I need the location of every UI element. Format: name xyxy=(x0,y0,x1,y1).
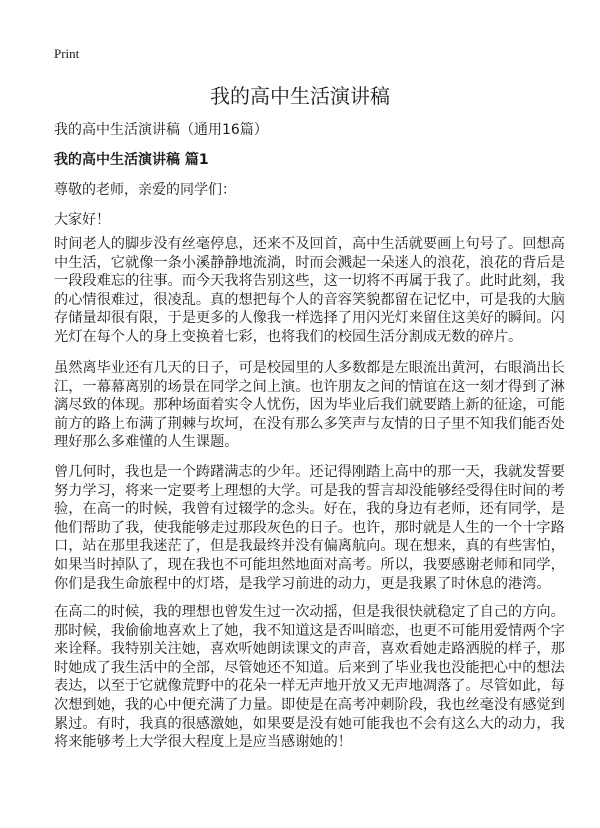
paragraph xyxy=(54,235,574,347)
paragraph-line: 的心情很难过，很凌乱。真的想把每个人的音容笑貌都留在记忆中，可是我的大脑 xyxy=(54,291,565,308)
paragraph-line: 努力学习，将来一定要考上理想的大学。可是我的誓言却没能够经受得住时间的考 xyxy=(54,482,565,499)
paragraph-line: 口，站在那里我迷茫了，但是我最终并没有偏离航向。现在想来，真的有些害怕， xyxy=(54,538,565,555)
paragraph-line: 存储量却很有限，于是更多的人像我一样选择了用闪光灯来留住这美好的瞬间。闪 xyxy=(54,310,565,327)
greeting: 尊敬的老师，亲爱的同学们： xyxy=(54,182,236,198)
paragraph xyxy=(54,603,574,752)
paragraph-line: 一段段难忘的往事。而今天我将告别这些，这一切将不再属于我了。此时此刻，我 xyxy=(54,273,565,290)
paragraph-line: 累过。有时，我真的很感激她，如果要是没有她可能我也不会有这么大的动力，我 xyxy=(54,715,565,732)
salutation: 大家好！ xyxy=(54,212,110,228)
paragraph-line: 时间老人的脚步没有丝毫停息，还来不及回首，高中生活就要画上句号了。回想高 xyxy=(54,236,565,252)
paragraph-line: 光灯在每个人的身上变换着七彩，也将我们的校园生活分割成无数的碎片。 xyxy=(54,328,523,345)
print-link[interactable]: Print xyxy=(54,46,80,61)
paragraph-line: 虽然离毕业还有几天的日子，可是校园里的人多数都是左眼流出黄河，右眼淌出长 xyxy=(54,360,565,376)
paragraph-line: 如果当时掉队了，现在我也不可能坦然地面对高考。所以，我要感谢老师和同学， xyxy=(54,556,565,573)
paragraph-line: 曾几何时，我也是一个踌躇满志的少年。还记得刚踏上高中的那一天，我就发誓要 xyxy=(54,464,565,480)
paragraph-line: 理好那么多难懂的人生课题。 xyxy=(54,434,239,451)
paragraph-line: 在高二的时候，我的理想也曾发生过一次动摇，但是我很快就稳定了自己的方向。 xyxy=(54,604,565,620)
paragraph-line: 将来能够考上大学很大程度上是应当感谢她的！ xyxy=(54,734,352,751)
paragraph-line: 他们帮助了我，使我能够走过那段灰色的日子。也许，那时就是人生的一个十字路 xyxy=(54,519,565,536)
paragraph-line: 次想到她，我的心中便充满了力量。即使是在高考冲刺阶段，我也丝毫没有感觉到 xyxy=(54,696,565,713)
section-heading: 我的高中生活演讲稿 篇1 xyxy=(54,152,209,168)
paragraph-line: 那时候，我偷偷地喜欢上了她，我不知道这是否叫暗恋，也更不可能用爱情两个字 xyxy=(54,622,565,639)
paragraph-line: 江，一幕幕离别的场景在同学之间上演。也许朋友之间的情谊在这一刻才得到了淋 xyxy=(54,378,565,395)
paragraph-line: 来诠释。我特别关注她，喜欢听她朗读课文的声音，喜欢看她走路洒脱的样子，那 xyxy=(54,641,565,658)
paragraph xyxy=(54,463,574,593)
paragraph-line: 时她成了我生活中的全部，尽管她还不知道。后来到了毕业我也没能把心中的想法 xyxy=(54,659,565,676)
paragraph-line: 你们是我生命旅程中的灯塔，是我学习前进的动力，更是我累了时休息的港湾。 xyxy=(54,575,551,592)
paragraph xyxy=(54,359,574,452)
document-subtitle: 我的高中生活演讲稿（通用16篇） xyxy=(54,122,268,138)
paragraph-line: 表达，以至于它就像荒野中的花朵一样无声地开放又无声地凋落了。尽管如此，每 xyxy=(54,678,565,695)
paragraph-line: 漓尽致的体现。那种场面着实令人忧伤，因为毕业后我们就要踏上新的征途，可能 xyxy=(54,397,565,414)
paragraph-line: 中生活，它就像一条小溪静静地流淌，时而会溅起一朵迷人的浪花，浪花的背后是 xyxy=(54,254,565,271)
paragraph-line: 前方的路上布满了荆棘与坎坷，在没有那么多笑声与友情的日子里不知我们能否处 xyxy=(54,415,565,432)
page-title: 我的高中生活演讲稿 xyxy=(210,84,390,108)
paragraph-line: 验，在高一的时候，我曾有过辍学的念头。好在，我的身边有老师，还有同学，是 xyxy=(54,501,565,518)
